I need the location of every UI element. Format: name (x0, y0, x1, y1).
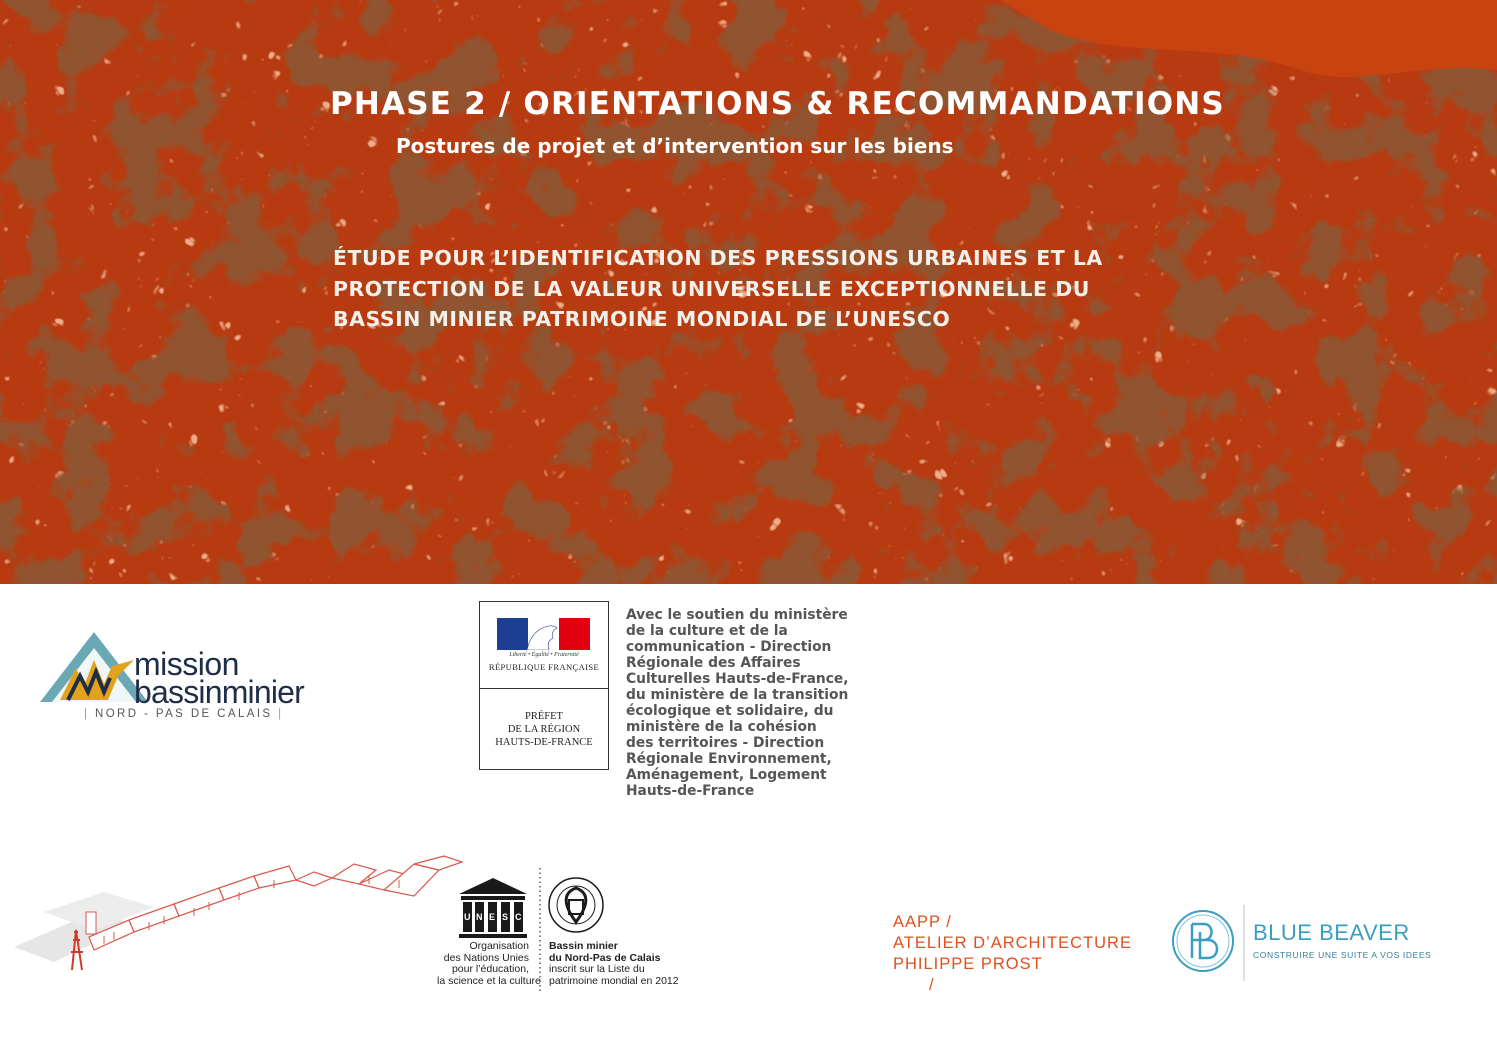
support-line: Hauts-de-France (626, 783, 755, 799)
support-line: communication - Direction (626, 639, 832, 655)
blue-beaver-emblem-icon (1170, 908, 1236, 974)
support-line: du ministère de la transition (626, 687, 849, 703)
region-label: | NORD - PAS DE CALAIS | (84, 708, 284, 720)
mining-buildings-illustration (14, 852, 469, 982)
study-line: BASSIN MINIER PATRIMOINE MONDIAL DE L’UNESCO (333, 307, 951, 331)
svg-text:E: E (489, 912, 496, 922)
unesco-temple-icon (457, 876, 529, 942)
mission-bassin-minier-logo (38, 628, 338, 728)
study-title (333, 243, 1103, 335)
mountain-logo-icon (38, 630, 148, 708)
support-line: ministère de la cohésion (626, 719, 817, 735)
republic-label: RÉPUBLIQUE FRANÇAISE (488, 662, 600, 672)
region-text: NORD - PAS DE CALAIS (94, 708, 273, 720)
svg-text:C: C (515, 912, 522, 922)
support-line: écologique et solidaire, du (626, 703, 834, 719)
bm-line: du Nord-Pas de Calais (549, 951, 661, 964)
support-line: de la culture et de la (626, 623, 788, 639)
org-line: pour l’éducation, (451, 963, 529, 975)
prefet-text (480, 710, 608, 749)
svg-text:S: S (502, 912, 509, 922)
prefet-line: HAUTS-DE-FRANCE (495, 737, 593, 748)
support-line: Avec le soutien du ministère (626, 607, 848, 623)
prefet-line: PRÉFET (525, 711, 563, 722)
bassinminier-word: bassinminier (134, 674, 305, 710)
support-line: Régionale des Affaires (626, 655, 801, 671)
org-line: des Nations Unies (443, 951, 529, 964)
org-line: la science et la culture (437, 974, 541, 987)
aapp-line: PHILIPPE PROST (893, 955, 1043, 973)
svg-text:U: U (464, 912, 471, 922)
bm-line: inscrit sur la Liste du (549, 963, 645, 975)
aapp-line: / (929, 976, 935, 994)
blue-beaver-name: BLUE BEAVER (1253, 920, 1410, 945)
mission-word: mission (134, 646, 239, 682)
blue-beaver-logo (1170, 905, 1430, 985)
prefet-logo (479, 601, 609, 770)
prefet-line: DE LA RÉGION (507, 724, 581, 735)
republic-motto: Liberté • Égalité • Fraternité (509, 652, 579, 658)
support-line: Culturelles Hauts-de-France, (626, 671, 849, 687)
support-line: Aménagement, Logement (626, 767, 827, 783)
support-statement (626, 607, 849, 799)
bassin-minier-inscription-text (549, 941, 679, 987)
support-line: Régionale Environnement, (626, 751, 832, 767)
bm-line: Bassin minier (549, 940, 618, 952)
svg-text:N: N (476, 912, 483, 922)
divider (480, 688, 608, 689)
study-line: ÉTUDE POUR L’IDENTIFICATION DES PRESSIONS URBAINES ET LA (333, 246, 1103, 270)
document-subtitle: Postures de projet et d’intervention sur les biens (396, 134, 954, 158)
vertical-divider (1243, 905, 1245, 981)
aapp-line: ATELIER D’ARCHITECTURE (893, 934, 1132, 952)
aapp-line: AAPP / (893, 913, 952, 931)
aapp-credit (893, 912, 1132, 996)
blue-beaver-tagline: CONSTRUIRE UNE SUITE A VOS IDEES (1253, 950, 1432, 960)
bm-line: patrimoine mondial en 2012 (549, 974, 679, 987)
support-line: des territoires - Direction (626, 735, 825, 751)
marianne-flag-icon (497, 618, 590, 650)
unesco-organisation-text (437, 940, 541, 987)
world-heritage-emblem-icon (547, 876, 605, 934)
org-line: Organisation (469, 940, 529, 952)
study-line: PROTECTION DE LA VALEUR UNIVERSELLE EXCEPTIONNELLE DU (333, 276, 1090, 301)
unesco-logo (437, 866, 677, 996)
document-title: PHASE 2 / ORIENTATIONS & RECOMMANDATIONS (330, 86, 1225, 122)
